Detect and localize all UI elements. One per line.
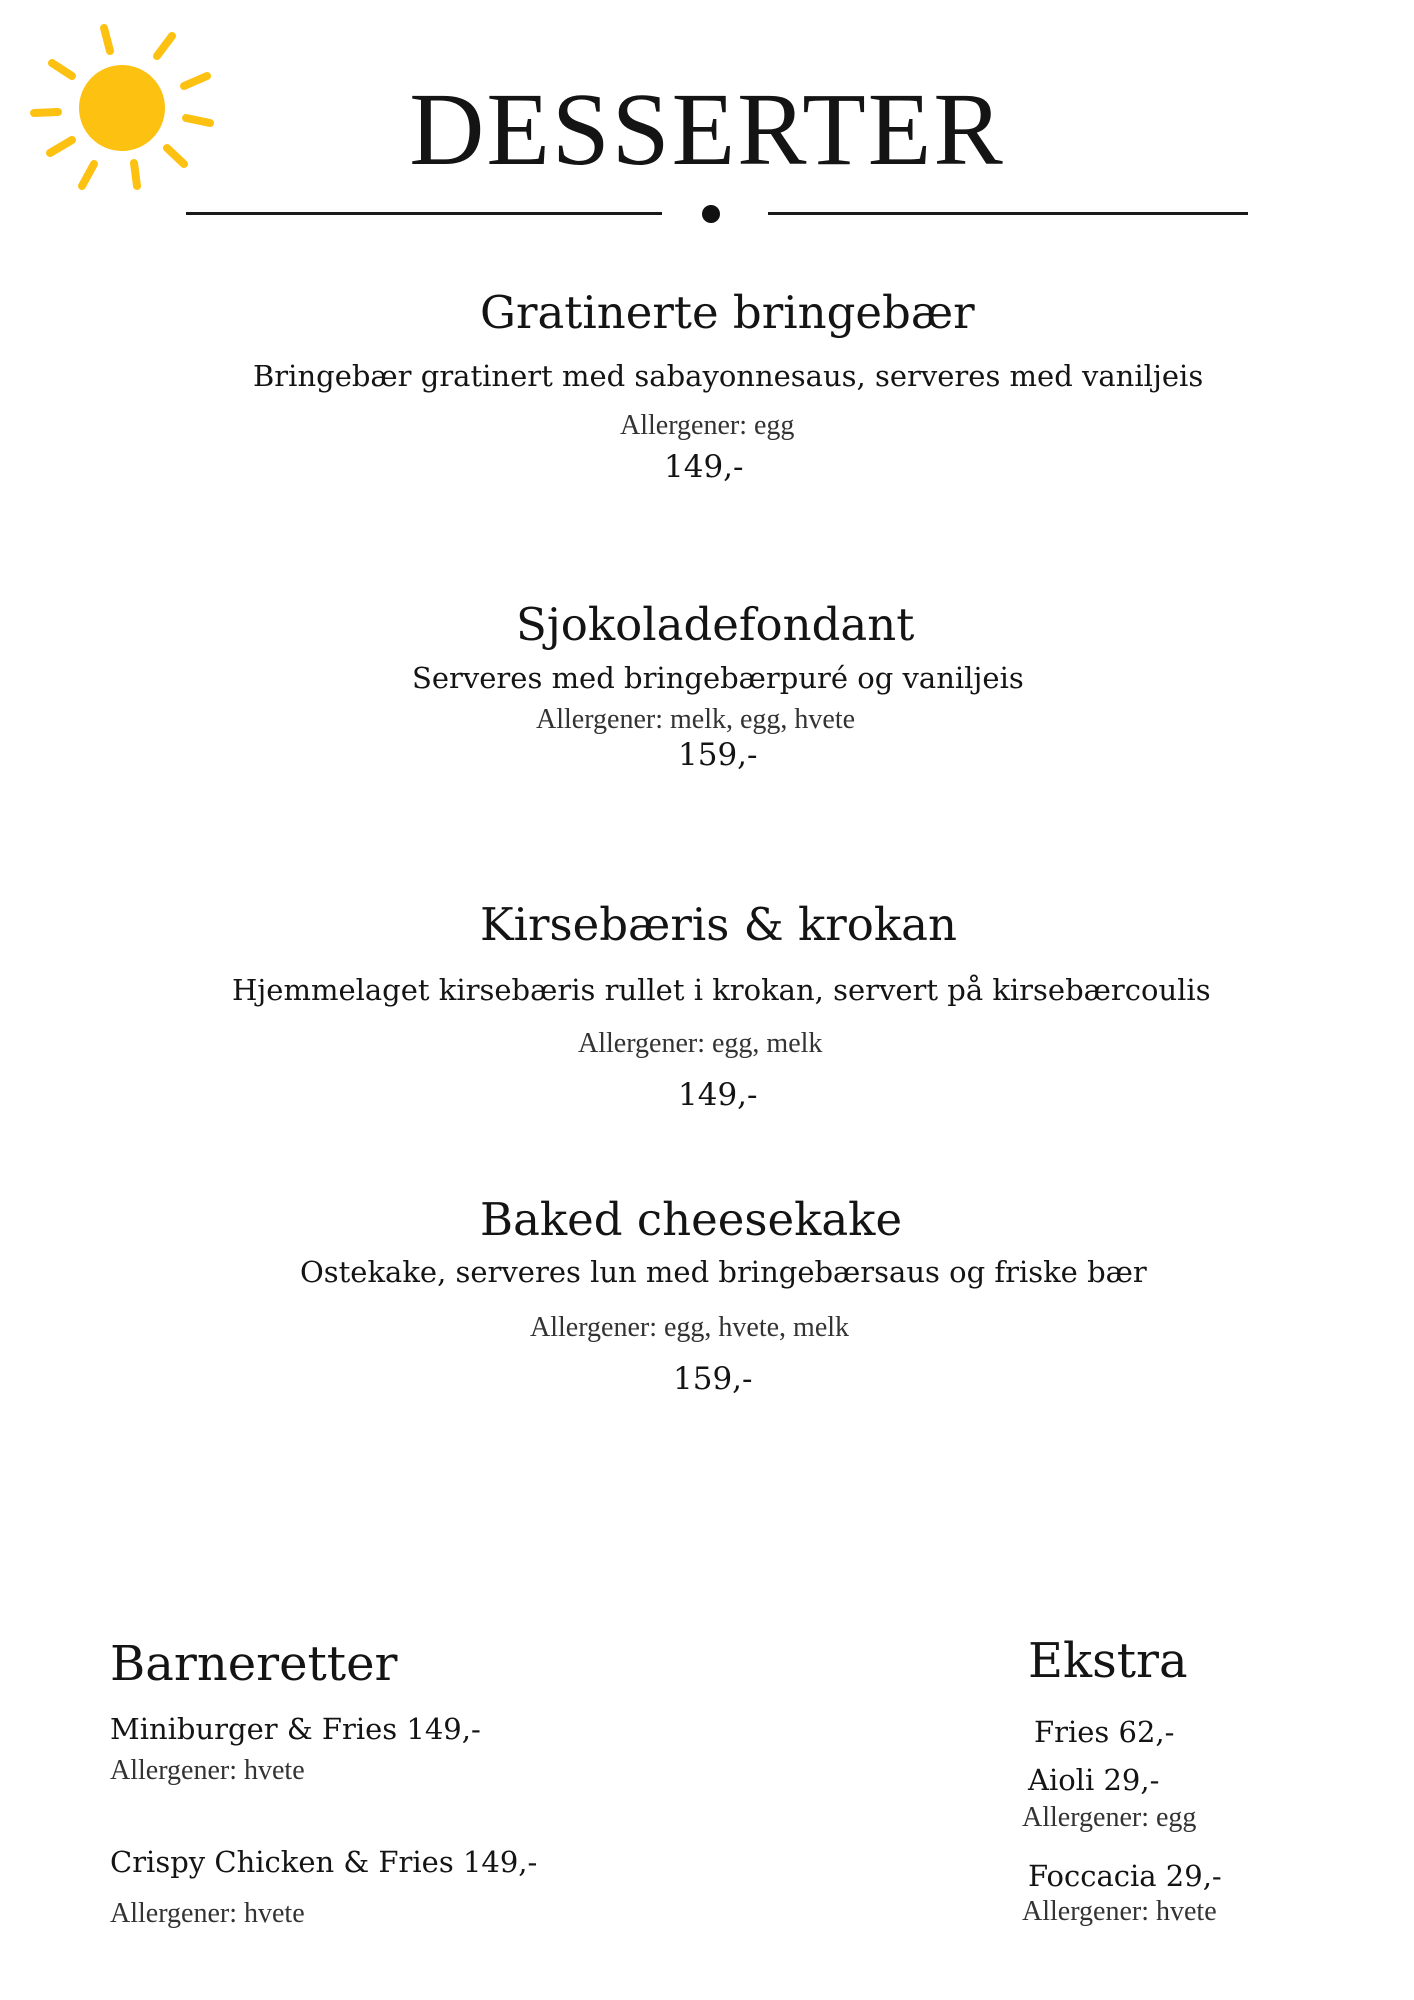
extra-item-allergens: Allergener: egg: [1022, 1802, 1197, 1833]
dessert-description: Ostekake, serveres lun med bringebærsaus og friske bær: [300, 1255, 1147, 1289]
dessert-allergens: Allergener: egg, melk: [578, 1028, 823, 1059]
extra-item-name: Foccacia 29,-: [1028, 1859, 1222, 1893]
dessert-price: 159,-: [673, 1361, 753, 1397]
dessert-description: Serveres med bringebærpuré og vaniljeis: [412, 661, 1024, 695]
dessert-name: Kirsebæris & krokan: [480, 898, 957, 951]
page-title: DESSERTER: [409, 72, 1005, 187]
dessert-description: Hjemmelaget kirsebæris rullet i krokan, servert på kirsebærcoulis: [232, 973, 1211, 1007]
dessert-price: 149,-: [678, 1077, 758, 1113]
divider-right: [768, 212, 1248, 215]
kids-item-name: Miniburger & Fries 149,-: [110, 1712, 481, 1746]
dessert-price: 159,-: [678, 737, 758, 773]
dessert-name: Baked cheesekake: [480, 1193, 903, 1246]
kids-item-allergens: Allergener: hvete: [110, 1755, 305, 1786]
dessert-name: Gratinerte bringebær: [480, 286, 975, 339]
extra-item-name: Aioli 29,-: [1028, 1763, 1160, 1797]
dessert-price: 149,-: [664, 449, 744, 485]
dessert-description: Bringebær gratinert med sabayonnesaus, serveres med vaniljeis: [253, 359, 1204, 393]
dessert-allergens: Allergener: melk, egg, hvete: [536, 704, 856, 735]
kids-item-allergens: Allergener: hvete: [110, 1898, 305, 1929]
divider-left: [186, 212, 662, 215]
extra-item-name: Fries 62,-: [1034, 1715, 1175, 1749]
divider-dot: [702, 205, 720, 223]
kids-section-title: Barneretter: [110, 1636, 398, 1692]
dessert-allergens: Allergener: egg, hvete, melk: [530, 1312, 850, 1343]
dessert-allergens: Allergener: egg: [620, 410, 795, 441]
extra-item-allergens: Allergener: hvete: [1022, 1896, 1217, 1927]
dessert-name: Sjokoladefondant: [516, 598, 915, 651]
extra-section-title: Ekstra: [1028, 1633, 1188, 1689]
kids-item-name: Crispy Chicken & Fries 149,-: [110, 1845, 538, 1879]
